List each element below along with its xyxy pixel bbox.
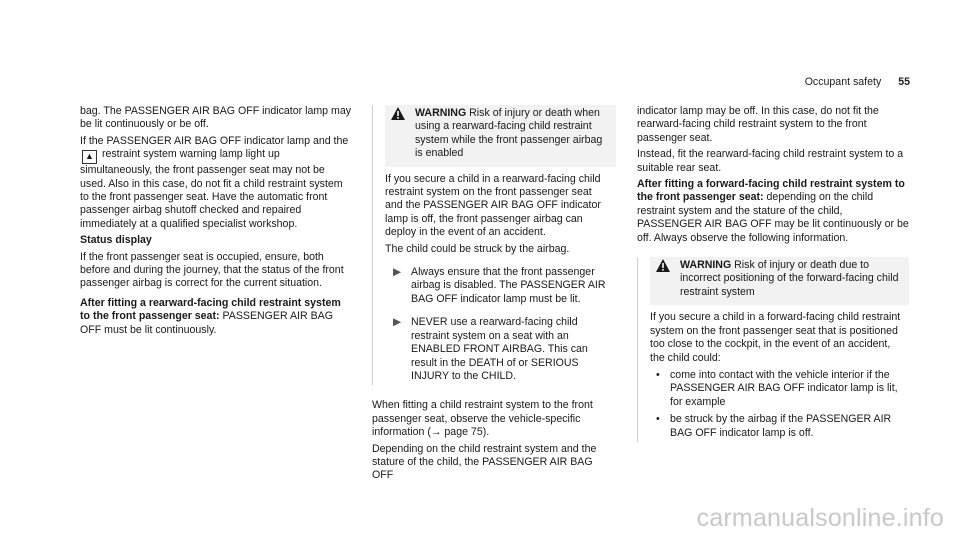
- triangle-bullet-icon: ▶: [393, 316, 402, 329]
- column-right: [637, 105, 909, 442]
- warning-label: WARNING: [680, 259, 732, 272]
- warning-body: [650, 305, 909, 442]
- warning-label: WARNING: [415, 107, 467, 119]
- paragraph: indicator lamp may be off. In this case, do not fit the rearward-facing child restraint system to the front passenger seat.: [637, 105, 879, 144]
- warning-text: [415, 107, 610, 161]
- paragraph: The child could be struck by the airbag.: [385, 242, 570, 255]
- warning-header: [650, 257, 909, 305]
- watermark: carmanualsonline.info: [696, 503, 944, 532]
- column-middle: [372, 105, 616, 486]
- list-item: • come into contact with the vehicle interior if the PASSENGER AIR BAG OFF indicator lamp is lit, for example: [650, 369, 903, 409]
- list-item: • be struck by the airbag if the PASSENGER AIR BAG OFF indicator lamp is off.: [650, 413, 903, 440]
- paragraph: After fitting a forward-facing child restraint system to the front passenger seat: depending on the child restraint system and the stature of the child, PASSENGER AIR BAG OFF may be lit continuously or be off. Always observe the following information.: [637, 178, 909, 244]
- paragraph: If the front passenger seat is occupied, ensure, both before and during the journey, that the status of the front passenger airbag is correct for the current situation.: [80, 250, 344, 290]
- warning-triangle-icon: [391, 107, 405, 120]
- bullet-dot-icon: •: [656, 368, 660, 381]
- subheading: After fitting a forward-facing child restraint system to the front passenger seat:: [637, 178, 905, 204]
- warning-header: [385, 105, 616, 167]
- subheading: After fitting a rearward-facing child restraint system to the front passenger seat:: [80, 296, 341, 323]
- paragraph: After fitting a rearward-facing child restraint system to the front passenger seat: PASSENGER AIR BAG OFF must be lit continuously.: [80, 296, 341, 336]
- paragraph: bag. The PASSENGER AIR BAG OFF indicator lamp may be lit continuously or be off.: [80, 105, 352, 131]
- warning-triangle-icon: [656, 259, 670, 272]
- paragraph: If you secure a child in a forward-facing child restraint system on the front passenger seat that is positioned too close to the cockpit, in the event of an accident, the child could:: [650, 311, 901, 364]
- paragraph: When fitting a child restraint system to the front passenger seat, observe the vehicle-specific information (→ page 75).: [372, 399, 593, 439]
- warning-title: Risk of injury or death due to incorrect positioning of the forward-facing child restraint system: [680, 259, 899, 298]
- list-item: ▶ NEVER use a rearward-facing child restraint system on a seat with an ENABLED FRONT AIRBAG. This can result in the DEATH of or SERIOUS INJURY to the CHILD.: [385, 316, 610, 383]
- bullet-dot-icon: •: [656, 413, 660, 426]
- subheading: Status display: [80, 234, 152, 247]
- column-left: [80, 105, 352, 340]
- warning-box: [637, 257, 909, 442]
- triangle-bullet-icon: ▶: [393, 266, 402, 279]
- section-title: Occupant safety: [804, 76, 882, 88]
- page-number: 55: [898, 76, 910, 88]
- list-item: ▶ Always ensure that the front passenger airbag is disabled. The PASSENGER AIR BAG OFF indicator lamp must be lit.: [385, 266, 610, 306]
- paragraph: Instead, fit the rearward-facing child restraint system to a suitable rear seat.: [637, 148, 904, 174]
- paragraph: If the PASSENGER AIR BAG OFF indicator lamp and the ▲ restraint system warning lamp light up simultaneously, the front passenger seat may not be used. Also in this case, do not fit a child restraint system to the front passenger seat. Have the automatic front passenger airbag shutoff checked and repaired immediately at a qualified specialist workshop.: [80, 134, 349, 230]
- seatbelt-warning-icon: ▲: [82, 150, 97, 164]
- page-header: [805, 76, 910, 89]
- paragraph: If you secure a child in a rearward-facing child restraint system on the front passenger seat and the PASSENGER AIR BAG OFF indicator lamp is off, the front passenger airbag can deploy in the event of an accident.: [385, 172, 601, 239]
- warning-title: Risk of injury or death when using a rearward-facing child restraint system while the front passenger airbag is enabled: [415, 107, 603, 160]
- warning-text: [680, 259, 903, 299]
- warning-body: [385, 167, 616, 386]
- paragraph: Depending on the child restraint system and the stature of the child, the PASSENGER AIR BAG OFF: [372, 442, 597, 482]
- warning-box: [372, 105, 616, 385]
